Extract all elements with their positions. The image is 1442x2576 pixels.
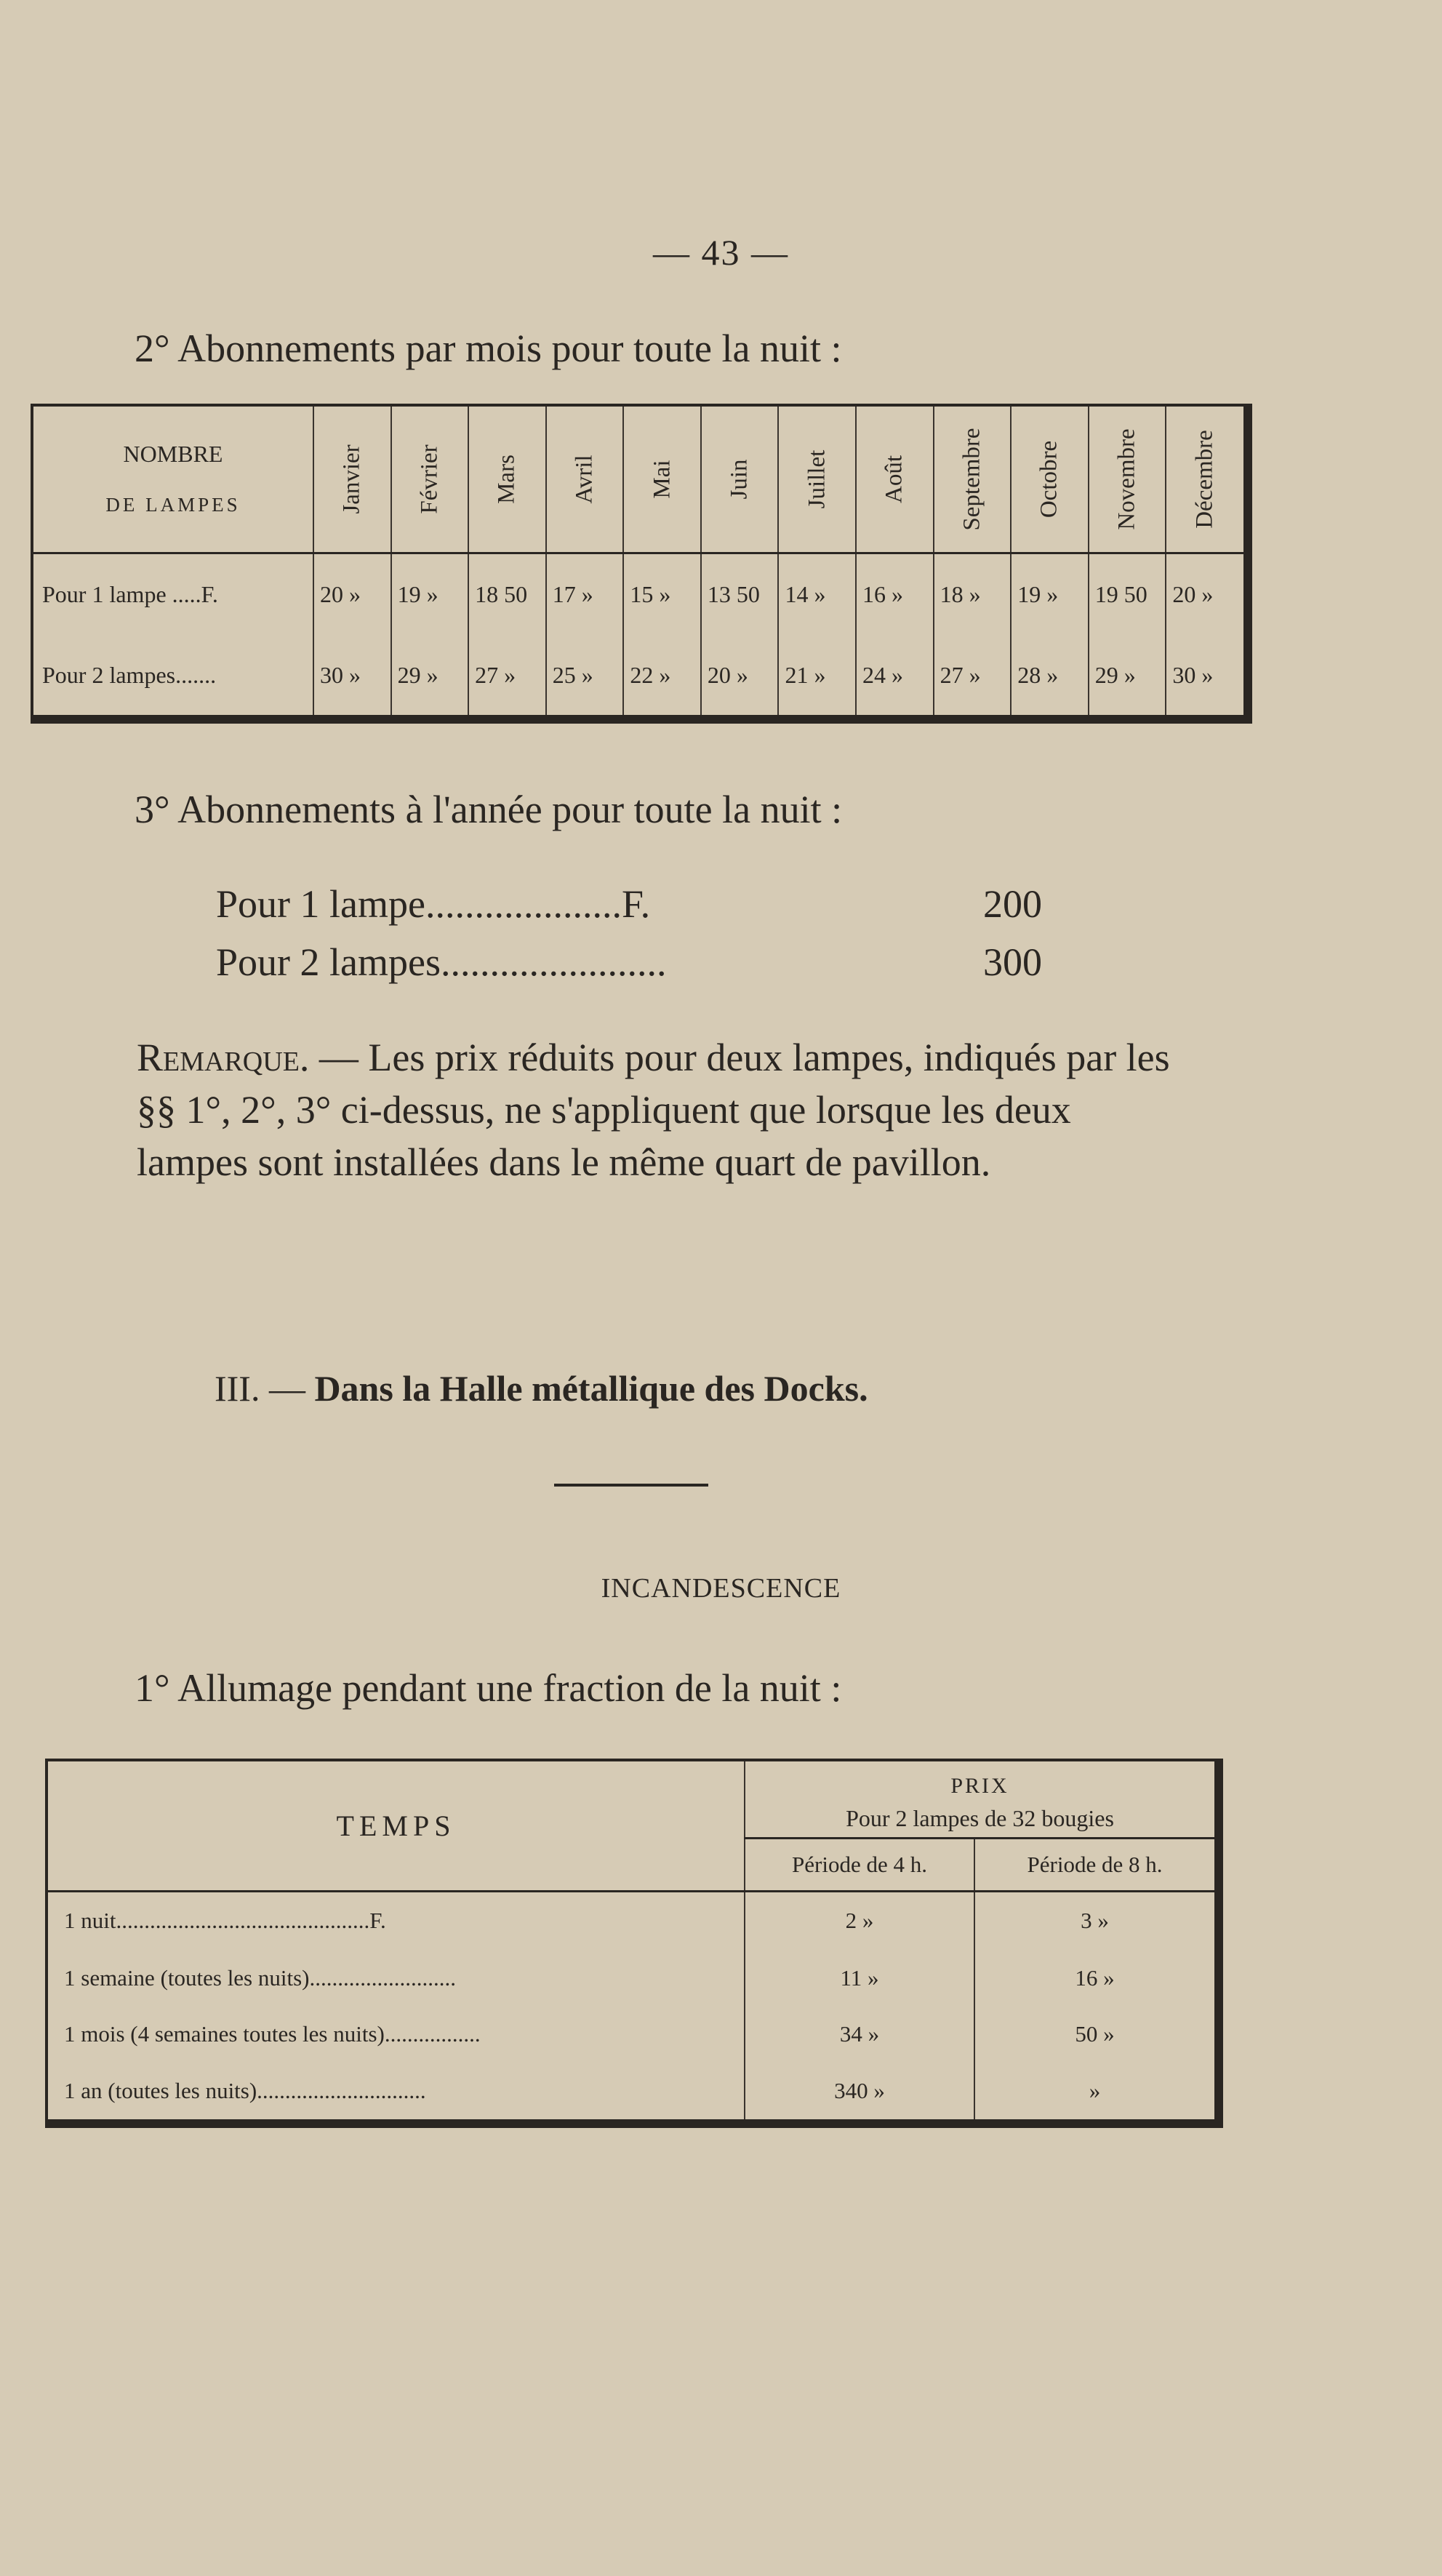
month-header: Mai <box>623 407 701 553</box>
month-header: Octobre <box>1011 407 1089 553</box>
section-iii-number: III. — <box>215 1368 305 1409</box>
month-header: Août <box>856 407 934 553</box>
table-cell: 24 » <box>856 635 934 715</box>
row-label: 1 nuit.............................................F. <box>48 1891 745 1950</box>
prix-header <box>745 1761 1214 1838</box>
row-label: 1 mois (4 semaines toutes les nuits)................. <box>48 2007 745 2063</box>
table-cell: 30 » <box>313 635 391 715</box>
section-iii-title: Dans la Halle métallique des Docks. <box>314 1368 868 1409</box>
page-number: — 43 — <box>653 232 789 273</box>
section-3-heading: 3° Abonnements à l'année pour toute la nuit : <box>135 788 843 831</box>
monthly-rates-table <box>31 404 1252 724</box>
price-line-1-value: 200 <box>983 882 1042 926</box>
table-cell: 30 » <box>1172 661 1214 688</box>
table-cell: 34 » <box>745 2007 974 2063</box>
table-cell: 16 » <box>1075 1964 1115 1991</box>
month-header: Septembre <box>934 407 1012 553</box>
period-8h-header: Période de 8 h. <box>974 1838 1214 1891</box>
row-label: 1 an (toutes les nuits).............................. <box>48 2063 745 2119</box>
table-cell: 22 » <box>623 635 701 715</box>
table-cell: 20 » <box>1172 581 1214 608</box>
price-line-2-label: Pour 2 lampes....................... <box>216 940 667 984</box>
table-cell: 18 » <box>934 553 1012 636</box>
table-cell: 29 » <box>1089 635 1166 715</box>
table-row <box>48 1950 1214 2007</box>
corner-line-1: NOMBRE <box>123 441 223 467</box>
row-label: Pour 2 lampes....... <box>33 635 313 715</box>
price-line-1-label: Pour 1 lampe....................F. <box>216 882 651 926</box>
month-header: Juin <box>701 407 779 553</box>
table-cell: 25 » <box>546 635 624 715</box>
price-line-2-value: 300 <box>983 940 1042 984</box>
table-cell: 27 » <box>934 635 1012 715</box>
table-header-row <box>33 407 1243 553</box>
table-cell: 21 » <box>778 635 856 715</box>
month-header: Février <box>391 407 469 553</box>
table-cell: 20 » <box>701 635 779 715</box>
table-row <box>33 635 1243 715</box>
table-cell: 27 » <box>468 635 546 715</box>
table-cell: 17 » <box>546 553 624 636</box>
month-header: Avril <box>546 407 624 553</box>
table-cell: 18 50 <box>468 553 546 636</box>
price-line-2 <box>216 940 1089 985</box>
table-cell: 19 50 <box>1089 553 1166 636</box>
section-iii-heading <box>215 1367 868 1409</box>
table-cell: 15 » <box>623 553 701 636</box>
month-header: Novembre <box>1089 407 1166 553</box>
section-2-heading: 2° Abonnements par mois pour toute la nuit : <box>135 327 842 370</box>
remark-label: Remarque. <box>137 1036 310 1079</box>
month-header: Janvier <box>313 407 391 553</box>
table-row <box>48 1891 1214 1950</box>
row-label: Pour 1 lampe .....F. <box>33 553 313 636</box>
remark-text: — Les prix réduits pour deux lampes, indiqués par les §§ 1°, 2°, 3° ci-dessus, ne s'appliquent que lorsque les deux lampes sont installées dans le même quart de pavillon. <box>137 1036 1170 1184</box>
period-4h-header: Période de 4 h. <box>745 1838 974 1891</box>
table-cell: 19 » <box>1011 553 1089 636</box>
month-header: Juillet <box>778 407 856 553</box>
divider-rule <box>554 1484 708 1487</box>
table-cell: 20 » <box>313 553 391 636</box>
table-row <box>33 553 1243 636</box>
allumage-rates-table <box>45 1759 1223 2128</box>
prix-subtitle: Pour 2 lampes de 32 bougies <box>846 1804 1114 1831</box>
row-label: 1 semaine (toutes les nuits).......................... <box>48 1950 745 2007</box>
incandescence-heading: INCANDESCENCE <box>601 1573 841 1604</box>
prix-title: PRIX <box>950 1773 1009 1798</box>
table-cell: 14 » <box>778 553 856 636</box>
table-cell: 16 » <box>856 553 934 636</box>
allumage-heading: 1° Allumage pendant une fraction de la nuit : <box>135 1666 842 1710</box>
table-cell: 50 » <box>1075 2021 1115 2047</box>
table-cell: 3 » <box>1081 1908 1109 1934</box>
table-row <box>48 2007 1214 2063</box>
table-row <box>48 2063 1214 2119</box>
table-cell: 19 » <box>391 553 469 636</box>
month-header: Mars <box>468 407 546 553</box>
corner-line-2: DE LAMPES <box>105 494 241 516</box>
table-cell: 29 » <box>391 635 469 715</box>
table-cell: 340 » <box>745 2063 974 2119</box>
temps-header: TEMPS <box>48 1761 745 1891</box>
remark-paragraph <box>137 1031 1191 1188</box>
month-header: Décembre <box>1166 407 1243 553</box>
table-header-row <box>48 1761 1214 1838</box>
price-line-1 <box>216 881 1089 927</box>
table-cell: 28 » <box>1011 635 1089 715</box>
table-cell: » <box>1089 2078 1101 2104</box>
lamp-count-header <box>33 407 313 553</box>
table-cell: 11 » <box>745 1950 974 2007</box>
table-cell: 13 50 <box>701 553 779 636</box>
table-cell: 2 » <box>745 1891 974 1950</box>
